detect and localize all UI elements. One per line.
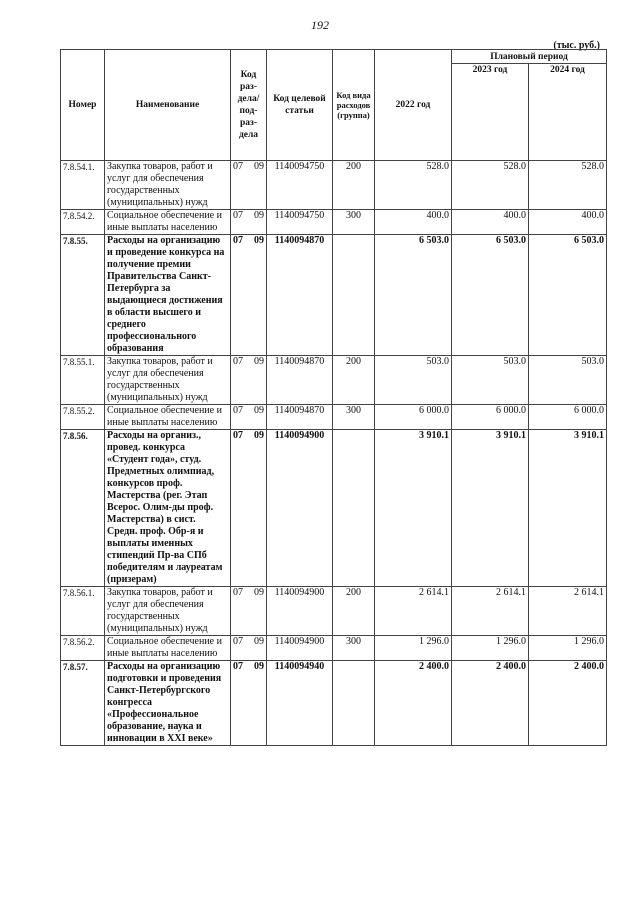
row-amount-2024: 6 000.0 (529, 405, 607, 430)
row-amount-2024: 503.0 (529, 356, 607, 405)
row-amount-2022: 400.0 (375, 210, 452, 235)
row-amount-2022: 2 614.1 (375, 587, 452, 636)
row-number: 7.8.55.1. (61, 356, 105, 405)
row-amount-2024: 528.0 (529, 161, 607, 210)
row-number: 7.8.56.1. (61, 587, 105, 636)
row-number: 7.8.55. (61, 235, 105, 356)
row-name: Закупка товаров, работ и услуг для обеспечения государственных (муниципальных) нужд (105, 356, 231, 405)
row-amount-2024: 6 503.0 (529, 235, 607, 356)
row-amount-2022: 6 503.0 (375, 235, 452, 356)
budget-table (60, 49, 607, 746)
row-amount-2023: 3 910.1 (452, 430, 529, 587)
row-expense-type (333, 661, 375, 746)
row-amount-2024: 1 296.0 (529, 636, 607, 661)
row-amount-2023: 528.0 (452, 161, 529, 210)
row-section: 07 (231, 661, 249, 746)
table-row (61, 210, 607, 235)
row-section: 07 (231, 161, 249, 210)
row-subsection: 09 (249, 587, 267, 636)
row-section: 07 (231, 235, 249, 356)
row-name: Закупка товаров, работ и услуг для обеспечения государственных (муниципальных) нужд (105, 161, 231, 210)
row-subsection: 09 (249, 161, 267, 210)
row-name: Расходы на организацию подготовки и проведения Санкт-Петербургского конгресса «Профессиональное образование, наука и инновации в XXI веке» (105, 661, 231, 746)
table-row (61, 430, 607, 587)
row-target-code: 1140094900 (267, 636, 333, 661)
header-number: Номер (61, 50, 105, 161)
row-section: 07 (231, 430, 249, 587)
row-amount-2023: 2 614.1 (452, 587, 529, 636)
row-amount-2023: 1 296.0 (452, 636, 529, 661)
table-row (61, 587, 607, 636)
row-subsection: 09 (249, 636, 267, 661)
row-amount-2022: 1 296.0 (375, 636, 452, 661)
row-target-code: 1140094870 (267, 235, 333, 356)
row-amount-2024: 2 400.0 (529, 661, 607, 746)
row-name: Закупка товаров, работ и услуг для обеспечения государственных (муниципальных) нужд (105, 587, 231, 636)
row-target-code: 1140094900 (267, 430, 333, 587)
header-name: Наименование (105, 50, 231, 161)
row-expense-type (333, 430, 375, 587)
header-2023: 2023 год (452, 64, 529, 161)
row-name: Социальное обеспечение и иные выплаты населению (105, 636, 231, 661)
row-target-code: 1140094940 (267, 661, 333, 746)
table-row (61, 405, 607, 430)
row-subsection: 09 (249, 405, 267, 430)
row-number: 7.8.54.1. (61, 161, 105, 210)
row-section: 07 (231, 405, 249, 430)
row-subsection: 09 (249, 430, 267, 587)
row-amount-2022: 503.0 (375, 356, 452, 405)
row-amount-2022: 6 000.0 (375, 405, 452, 430)
row-expense-type: 200 (333, 356, 375, 405)
row-expense-type: 300 (333, 636, 375, 661)
row-target-code: 1140094750 (267, 210, 333, 235)
row-amount-2024: 3 910.1 (529, 430, 607, 587)
header-planned-period: Плановый период (452, 50, 607, 64)
row-target-code: 1140094870 (267, 405, 333, 430)
row-section: 07 (231, 356, 249, 405)
row-amount-2024: 400.0 (529, 210, 607, 235)
table-row (61, 161, 607, 210)
units-label: (тыс. руб.) (553, 40, 600, 51)
row-name: Социальное обеспечение и иные выплаты населению (105, 405, 231, 430)
row-target-code: 1140094750 (267, 161, 333, 210)
row-subsection: 09 (249, 235, 267, 356)
page-number: 192 (311, 18, 329, 32)
row-subsection: 09 (249, 210, 267, 235)
row-amount-2023: 2 400.0 (452, 661, 529, 746)
row-amount-2023: 503.0 (452, 356, 529, 405)
row-amount-2022: 528.0 (375, 161, 452, 210)
table-row (61, 235, 607, 356)
header-exptype: Код вида расходов (группа) (333, 50, 375, 161)
header-2022: 2022 год (375, 50, 452, 161)
row-number: 7.8.55.2. (61, 405, 105, 430)
row-target-code: 1140094870 (267, 356, 333, 405)
row-number: 7.8.54.2. (61, 210, 105, 235)
row-expense-type: 300 (333, 210, 375, 235)
row-name: Социальное обеспечение и иные выплаты населению (105, 210, 231, 235)
row-amount-2024: 2 614.1 (529, 587, 607, 636)
row-number: 7.8.56. (61, 430, 105, 587)
row-name: Расходы на организ., провед. конкурса «Студент года», студ. Предметных олимпиад, конкурсов проф. Мастерства (рег. Этап Всерос. Олим-ды проф. Мастерства) в сист. Средн. проф. Обр-я и выплаты именных стипендий Пр-ва СПб победителям и лауреатам (призерам) (105, 430, 231, 587)
row-section: 07 (231, 636, 249, 661)
row-amount-2023: 400.0 (452, 210, 529, 235)
row-expense-type: 200 (333, 161, 375, 210)
header-section: Код раз-дела/ под-раз-дела (231, 50, 267, 161)
row-number: 7.8.56.2. (61, 636, 105, 661)
row-amount-2022: 2 400.0 (375, 661, 452, 746)
header-target: Код целевой статьи (267, 50, 333, 161)
row-subsection: 09 (249, 661, 267, 746)
header-2024: 2024 год (529, 64, 607, 161)
table-row (61, 661, 607, 746)
row-amount-2023: 6 503.0 (452, 235, 529, 356)
table-row (61, 636, 607, 661)
row-number: 7.8.57. (61, 661, 105, 746)
row-target-code: 1140094900 (267, 587, 333, 636)
row-expense-type: 300 (333, 405, 375, 430)
row-amount-2022: 3 910.1 (375, 430, 452, 587)
row-name: Расходы на организацию и проведение конкурса на получение премии Правительства Санкт-Петербурга за выдающиеся достижения в области высшего и среднего профессионального образования (105, 235, 231, 356)
row-expense-type (333, 235, 375, 356)
row-section: 07 (231, 587, 249, 636)
table-row (61, 356, 607, 405)
row-amount-2023: 6 000.0 (452, 405, 529, 430)
row-expense-type: 200 (333, 587, 375, 636)
row-subsection: 09 (249, 356, 267, 405)
row-section: 07 (231, 210, 249, 235)
